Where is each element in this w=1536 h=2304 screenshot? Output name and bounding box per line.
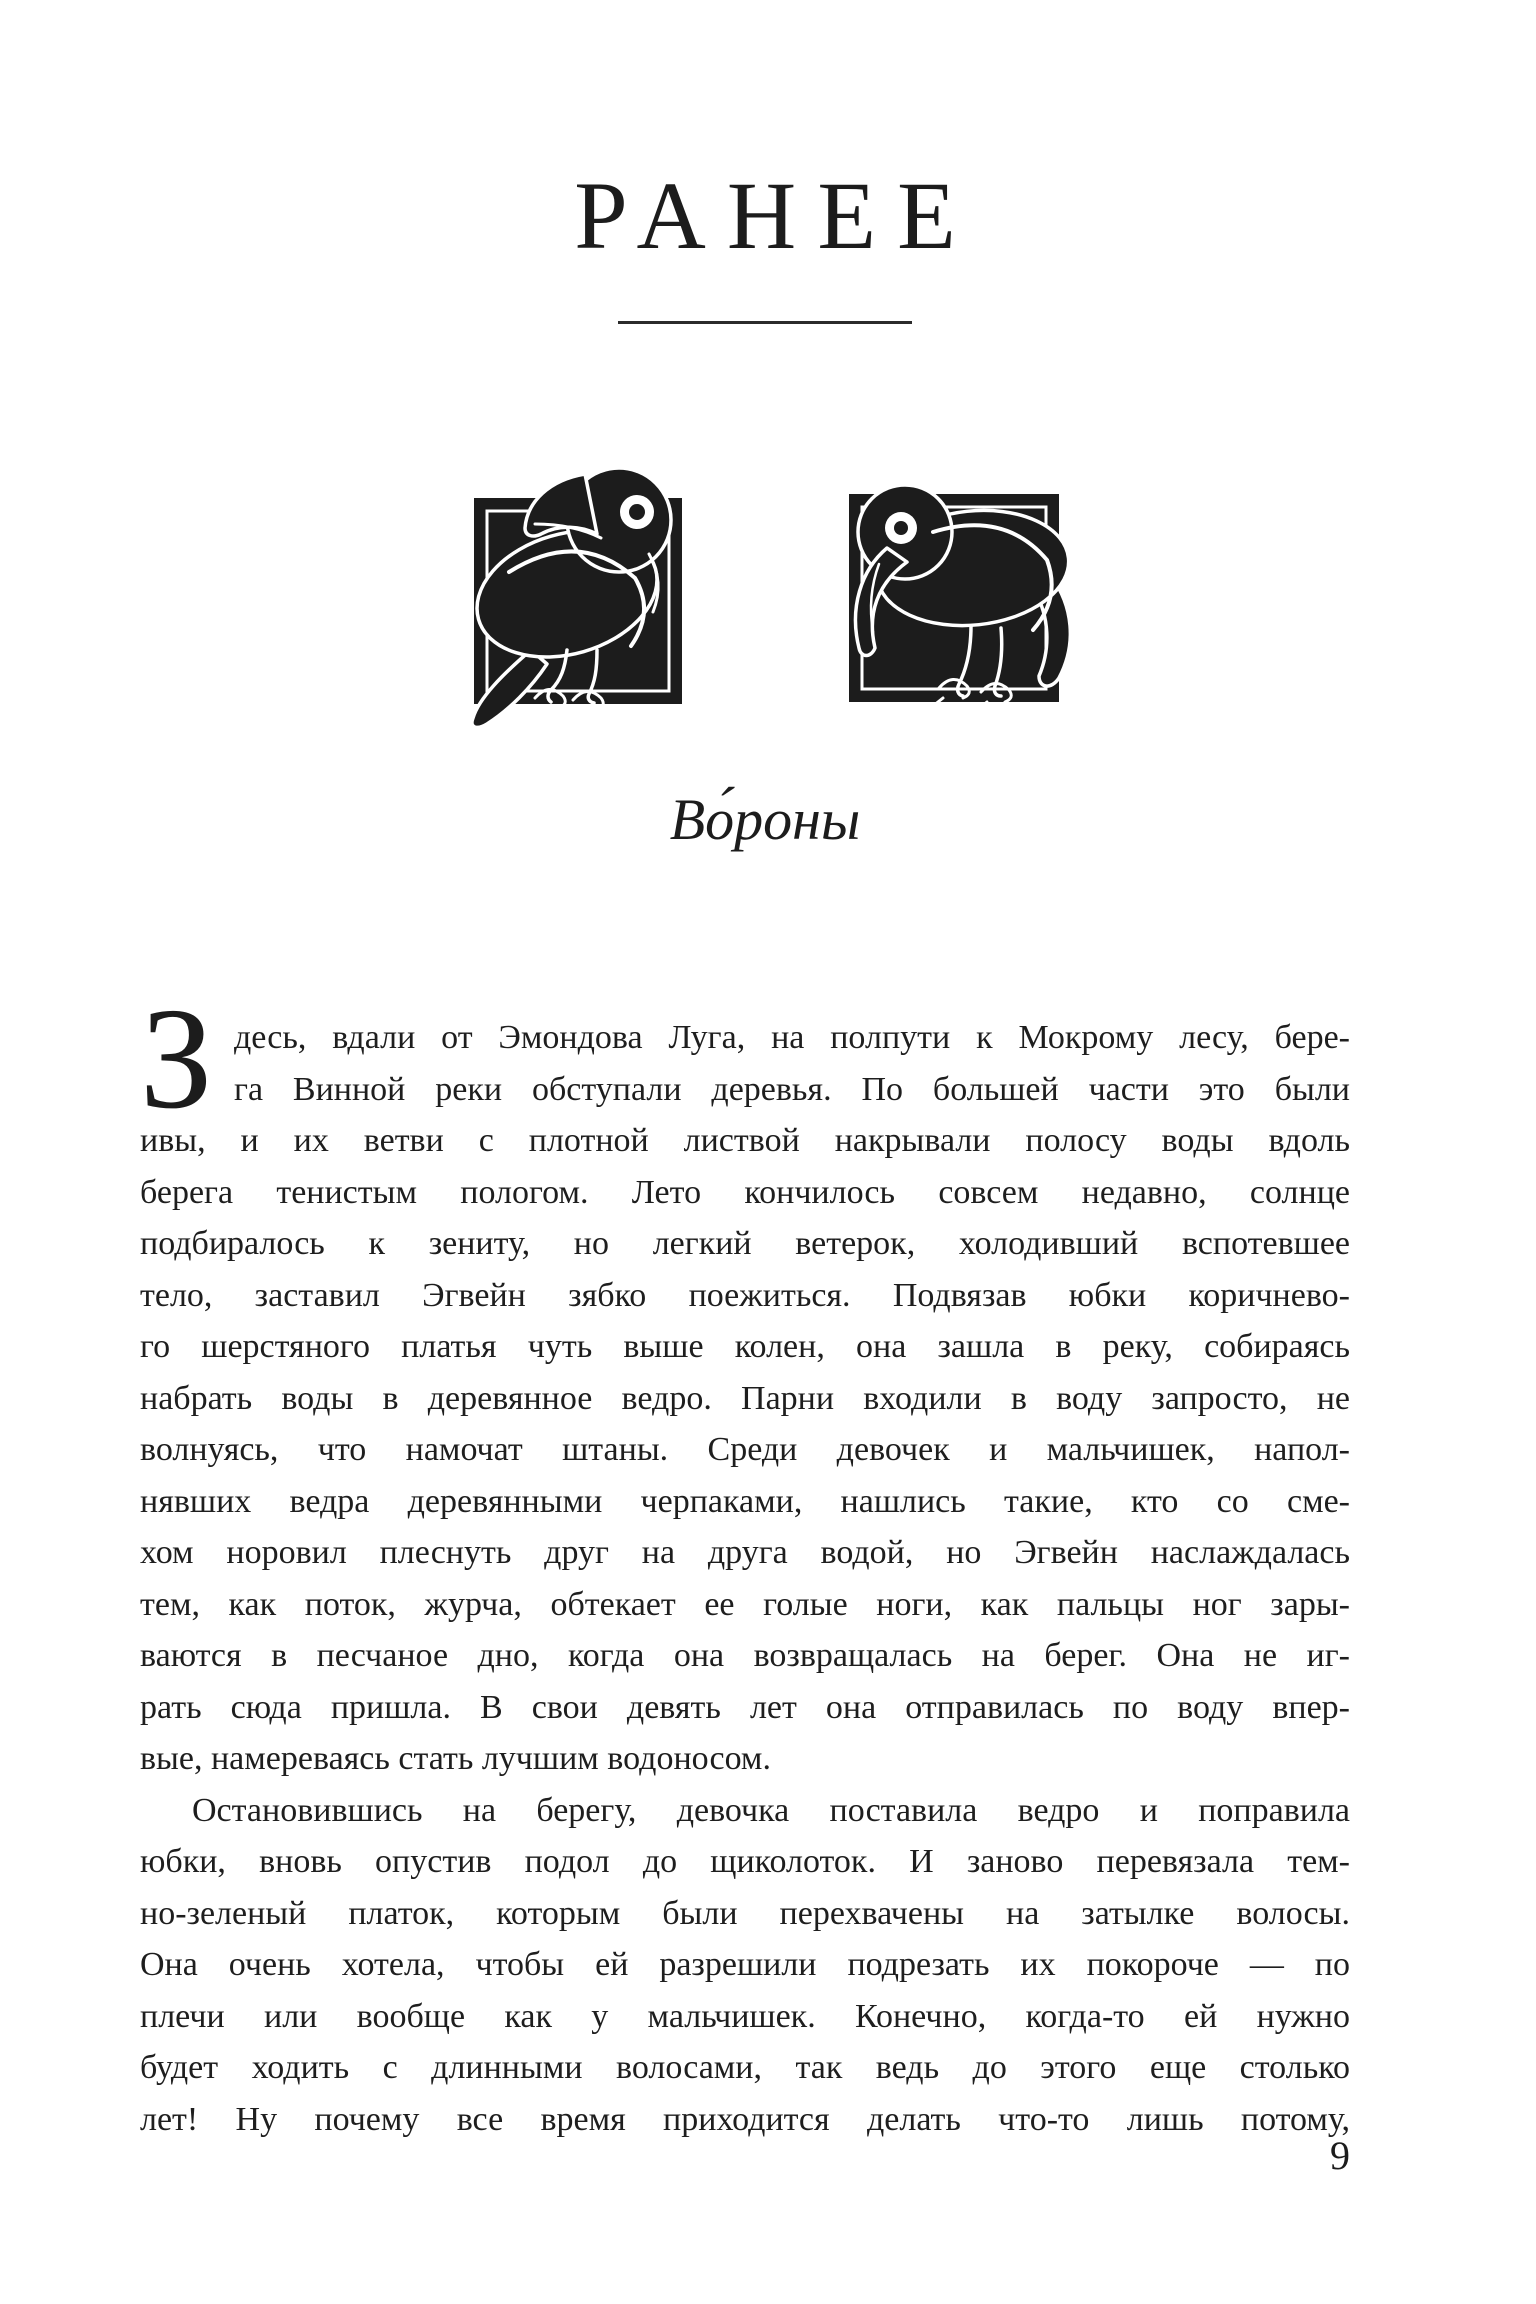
- text-line: га Винной реки обступали деревья. По большей части это были: [234, 1070, 1350, 1108]
- text-line: вые, намереваясь стать лучшим водоносом.: [140, 1740, 771, 1777]
- text-line: будет ходить с длинными волосами, так ведь до этого еще столько: [140, 2049, 1350, 2086]
- text-line: тело, заставил Эгвейн зябко поежиться. Подвязав юбки коричнево-: [140, 1276, 1350, 1314]
- ravens-ornament: [0, 436, 1530, 736]
- text-line: волнуясь, что намочат штаны. Среди девочек и мальчишек, напол-: [140, 1431, 1350, 1468]
- raven-right-icon: [821, 436, 1091, 736]
- text-line: плечи или вообще как у мальчишек. Конечно, когда-то ей нужно: [140, 1997, 1350, 2035]
- text-line: юбки, вновь опустив подол до щиколоток. И заново перевязала тем-: [140, 1843, 1350, 1880]
- body-text: [140, 979, 1350, 2145]
- raven-left-icon: [439, 436, 709, 736]
- text-line: но-зеленый платок, которым были перехвачены на затылке волосы.: [140, 1894, 1350, 1932]
- page-number: 9: [1330, 2133, 1350, 2178]
- text-line: го шерстяного платья чуть выше колен, она зашла в реку, собираясь: [140, 1328, 1350, 1365]
- text-line: подбиралось к зениту, но легкий ветерок, холодивший вспотевшее: [140, 1225, 1350, 1262]
- text-line: берега тенистым пологом. Лето кончилось совсем недавно, солнце: [140, 1173, 1350, 1211]
- text-line: ивы, и их ветви с плотной листвой накрывали полосу воды вдоль: [140, 1122, 1350, 1159]
- text-line: ваются в песчаное дно, когда она возвращалась на берег. Она не иг-: [140, 1637, 1350, 1674]
- section-title: РАНЕЕ: [574, 162, 977, 269]
- text-line: десь, вдали от Эмондова Луга, на полпути к Мокрому лесу, бере-: [234, 1019, 1350, 1056]
- chapter-title: Во́роны: [669, 787, 861, 852]
- dropcap: З: [140, 979, 213, 1139]
- text-line: тем, как поток, журча, обтекает ее голые ноги, как пальцы ног зары-: [140, 1585, 1350, 1623]
- text-line: Остановившись на берегу, девочка поставила ведро и поправила: [192, 1791, 1350, 1829]
- text-line: лет! Ну почему все время приходится делать что-то лишь потому,: [140, 2100, 1350, 2138]
- divider-rule: [618, 321, 912, 324]
- text-line: Она очень хотела, чтобы ей разрешили подрезать их покороче — по: [140, 1946, 1350, 1983]
- text-line: хом норовил плеснуть друг на друга водой, но Эгвейн наслаждалась: [140, 1534, 1350, 1571]
- text-line: набрать воды в деревянное ведро. Парни входили в воду запросто, не: [140, 1379, 1350, 1417]
- text-line: рать сюда пришла. В свои девять лет она отправилась по воду впер-: [140, 1688, 1350, 1726]
- text-line: нявших ведра деревянными черпаками, нашлись такие, кто со сме-: [140, 1482, 1350, 1520]
